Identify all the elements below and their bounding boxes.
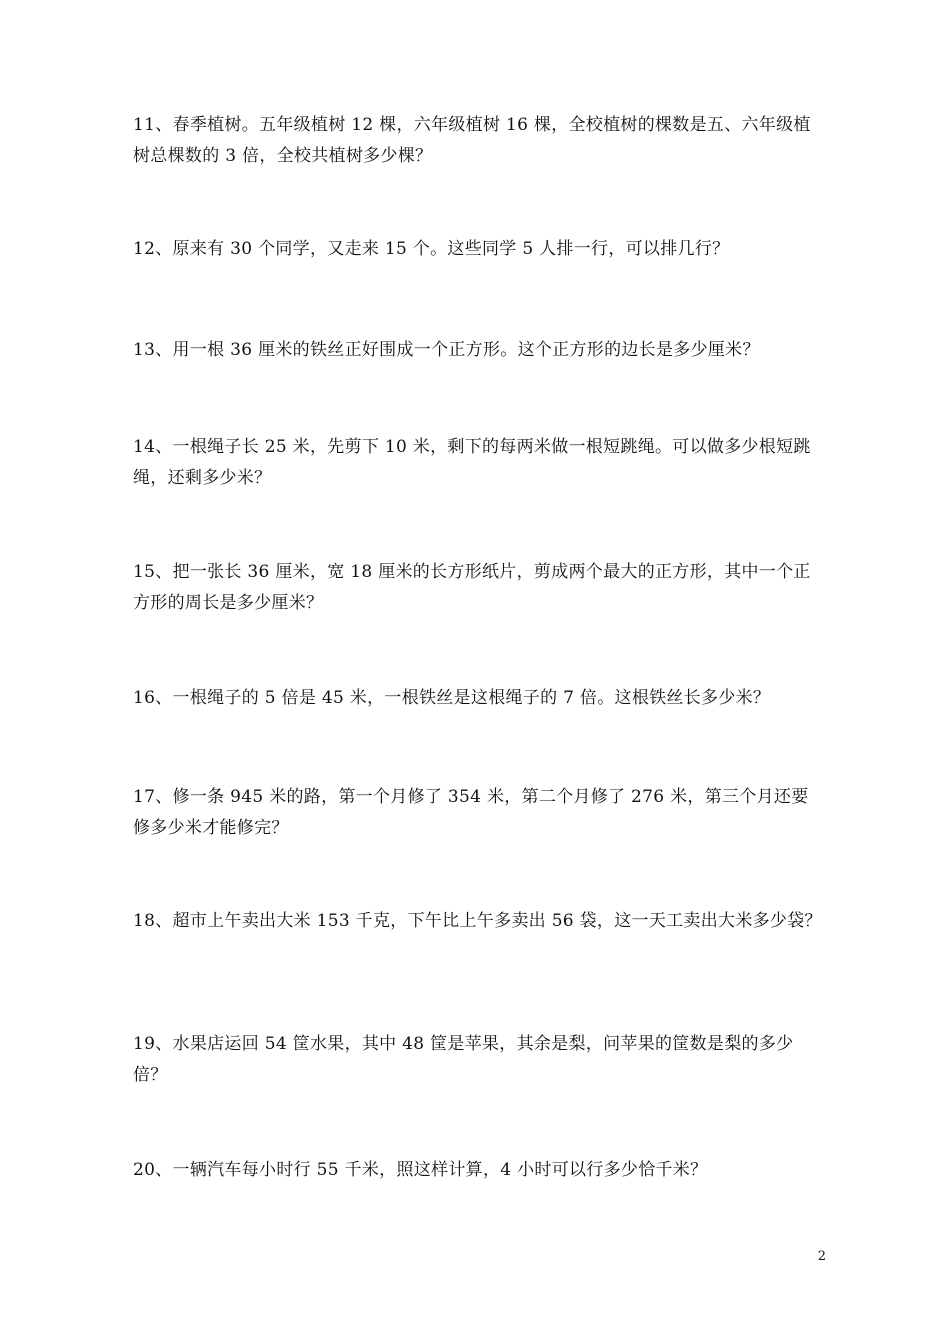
question-12: 12、原来有 30 个同学，又走来 15 个。这些同学 5 人排一行，可以排几行？ — [133, 239, 730, 259]
page-number: 2 — [817, 1249, 826, 1264]
question-19: 19、水果店运回 54 筐水果，其中 48 筐是苹果，其余是梨，问苹果的筐数是梨的多少倍？ — [133, 1034, 794, 1085]
question-18: 18、超市上午卖出大米 153 千克，下午比上午多卖出 56 袋，这一天工卖出大米多少袋？ — [133, 911, 822, 931]
question-11: 11、春季植树。五年级植树 12 棵，六年级植树 16 棵，全校植树的棵数是五、六年级植树总棵数的 3 倍，全校共植树多少棵？ — [133, 115, 811, 166]
question-16: 16、一根绳子的 5 倍是 45 米，一根铁丝是这根绳子的 7 倍。这根铁丝长多少米？ — [133, 688, 771, 708]
question-13: 13、用一根 36 厘米的铁丝正好围成一个正方形。这个正方形的边长是多少厘米？ — [133, 340, 760, 360]
question-14: 14、一根绳子长 25 米，先剪下 10 米，剩下的每两米做一根短跳绳。可以做多少根短跳绳，还剩多少米？ — [133, 437, 811, 488]
question-17: 17、修一条 945 米的路，第一个月修了 354 米，第二个月修了 276 米，第三个月还要修多少米才能修完？ — [133, 787, 809, 838]
question-20: 20、一辆汽车每小时行 55 千米，照这样计算，4 小时可以行多少恰千米？ — [133, 1160, 708, 1180]
question-15: 15、把一张长 36 厘米，宽 18 厘米的长方形纸片，剪成两个最大的正方形，其中一个正方形的周长是多少厘米？ — [133, 562, 811, 613]
